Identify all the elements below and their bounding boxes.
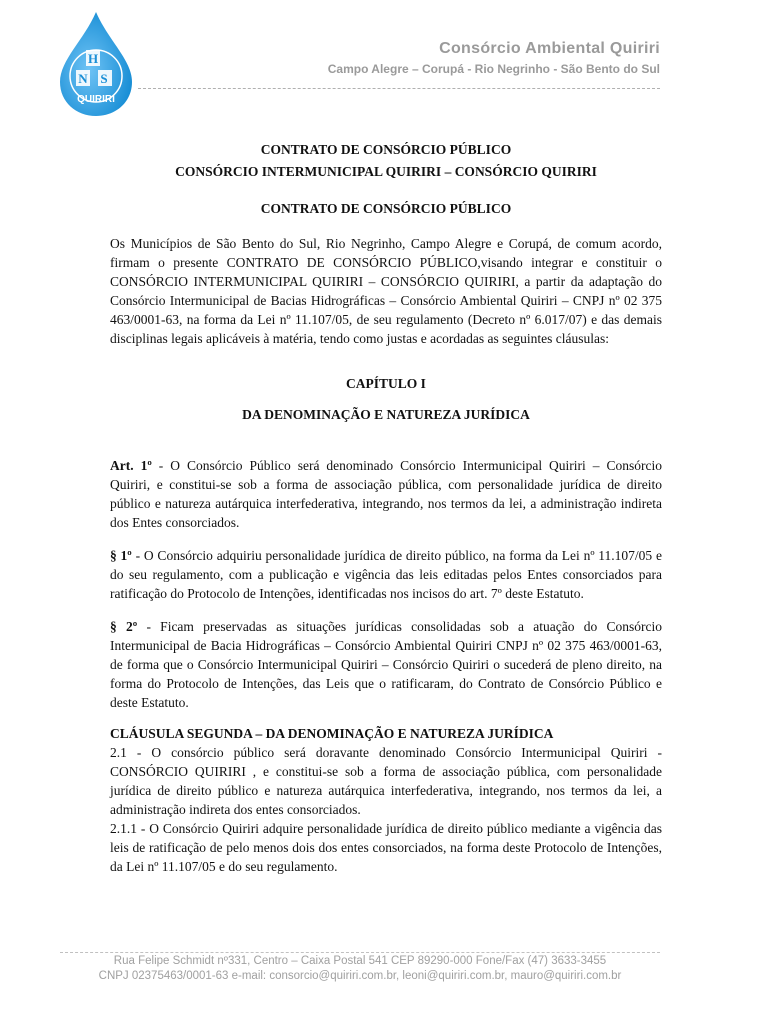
clause-2-title: CLÁUSULA SEGUNDA – DA DENOMINAÇÃO E NATUREZA JURÍDICA (110, 726, 554, 741)
org-municipalities: Campo Alegre – Corupá - Rio Negrinho - São Bento do Sul (327, 62, 660, 76)
doc-title-2: CONSÓRCIO INTERMUNICIPAL QUIRIRI – CONSÓRCIO QUIRIRI (175, 164, 597, 179)
logo-letter-s: S (100, 71, 108, 86)
footer-address: Rua Felipe Schmidt nº331, Centro – Caixa Postal 541 CEP 89290-000 Fone/Fax (47) 3633-3455 (113, 955, 607, 967)
paragraph-1-label: § 1º (110, 548, 132, 563)
intro-paragraph: Os Municípios de São Bento do Sul, Rio Negrinho, Campo Alegre e Corupá, de comum acordo, firmam o presente CONTRATO DE CONSÓRCIO PÚBLICO,visando integrar e constituir o CONSÓRCIO INTERMUNICIPAL QUIRIRI – CONSÓRCIO QUIRIRI, a partir da adaptação do Consórcio Intermunicipal de Bacias Hidrográficas – Consórcio Ambiental Quiriri – CNPJ nº 02 375 463/0001-63, na forma da Lei nº 11.107/05, de seu regulamento (Decreto nº 6.017/07) e das demais disciplinas legais aplicáveis à matéria, tendo como justas e acordadas as seguintes cláusulas: (110, 236, 662, 346)
article-1-text: - O Consórcio Público será denominado Consórcio Intermunicipal Quiriri – Consórcio Quiriri, e constitui-se sob a forma de associação pública, com personalidade jurídica de direito público e natureza autárquica interfederativa, integrando, nos termos da lei, a administração indireta dos Entes consorciados. (110, 458, 663, 530)
paragraph-2-label: § 2º (110, 619, 138, 634)
logo-letter-n: N (78, 71, 88, 86)
chapter-title: DA DENOMINAÇÃO E NATUREZA JURÍDICA (242, 407, 530, 422)
org-name: Consórcio Ambiental Quiriri (439, 40, 660, 57)
article-1 (110, 456, 662, 532)
chapter-heading: CAPÍTULO I (346, 376, 426, 391)
paragraph-1-text: - O Consórcio adquiriu personalidade jurídica de direito público, na forma da Lei nº 11.107/05 e do seu regulamento, com a publicação e vigência das leis editadas pelos Entes consorciados para ratificação do Protocolo de Intenções, identificadas nos incisos do art. 7º deste Estatuto. (110, 548, 662, 601)
logo-letter-h: H (87, 51, 99, 66)
paragraph-2-text: - Ficam preservadas as situações jurídicas consolidadas sob a atuação do Consórcio Intermunicipal de Bacia Hidrográficas – Consórcio Ambiental Quiriri CNPJ nº 02 375 463/0001-63, de forma que o Consórcio Intermunicipal Quiriri – Consórcio Quiriri o sucederá de pleno direito, na forma do Protocolo de Intenções, das Leis que o ratificaram, do Contrato de Consórcio Público e deste Estatuto. (110, 619, 662, 710)
document-body (110, 140, 662, 876)
doc-title-3: CONTRATO DE CONSÓRCIO PÚBLICO (260, 201, 512, 216)
logo-label: QUIRIRI (77, 94, 115, 105)
header-divider (138, 88, 660, 89)
quiriri-logo (54, 10, 138, 118)
paragraph-2 (110, 617, 662, 712)
footer-divider (60, 952, 660, 953)
article-1-label: Art. 1º (110, 458, 152, 473)
doc-title-1: CONTRATO DE CONSÓRCIO PÚBLICO (260, 142, 512, 157)
clause-2-1-1: 2.1.1 - O Consórcio Quiriri adquire personalidade jurídica de direito público mediante a vigência das leis de ratificação de pelo menos dois dos entes consorciados, na forma deste Protocolo de Intenções, da Lei nº 11.107/05 e do seu regulamento. (110, 821, 662, 874)
footer (60, 954, 660, 984)
footer-contacts: CNPJ 02375463/0001-63 e-mail: consorcio@quiriri.com.br, leoni@quiriri.com.br, mauro@quiriri.com.br (98, 970, 622, 982)
paragraph-1 (110, 546, 662, 603)
clause-2-1: 2.1 - O consórcio público será doravante denominado Consórcio Intermunicipal Quiriri - CONSÓRCIO QUIRIRI , e constitui-se sob a forma de associação pública, com personalidade jurídica de direito público e natureza autárquica interfederativa, integrando, nos termos da lei, a administração indireta dos entes consorciados. (110, 745, 662, 817)
